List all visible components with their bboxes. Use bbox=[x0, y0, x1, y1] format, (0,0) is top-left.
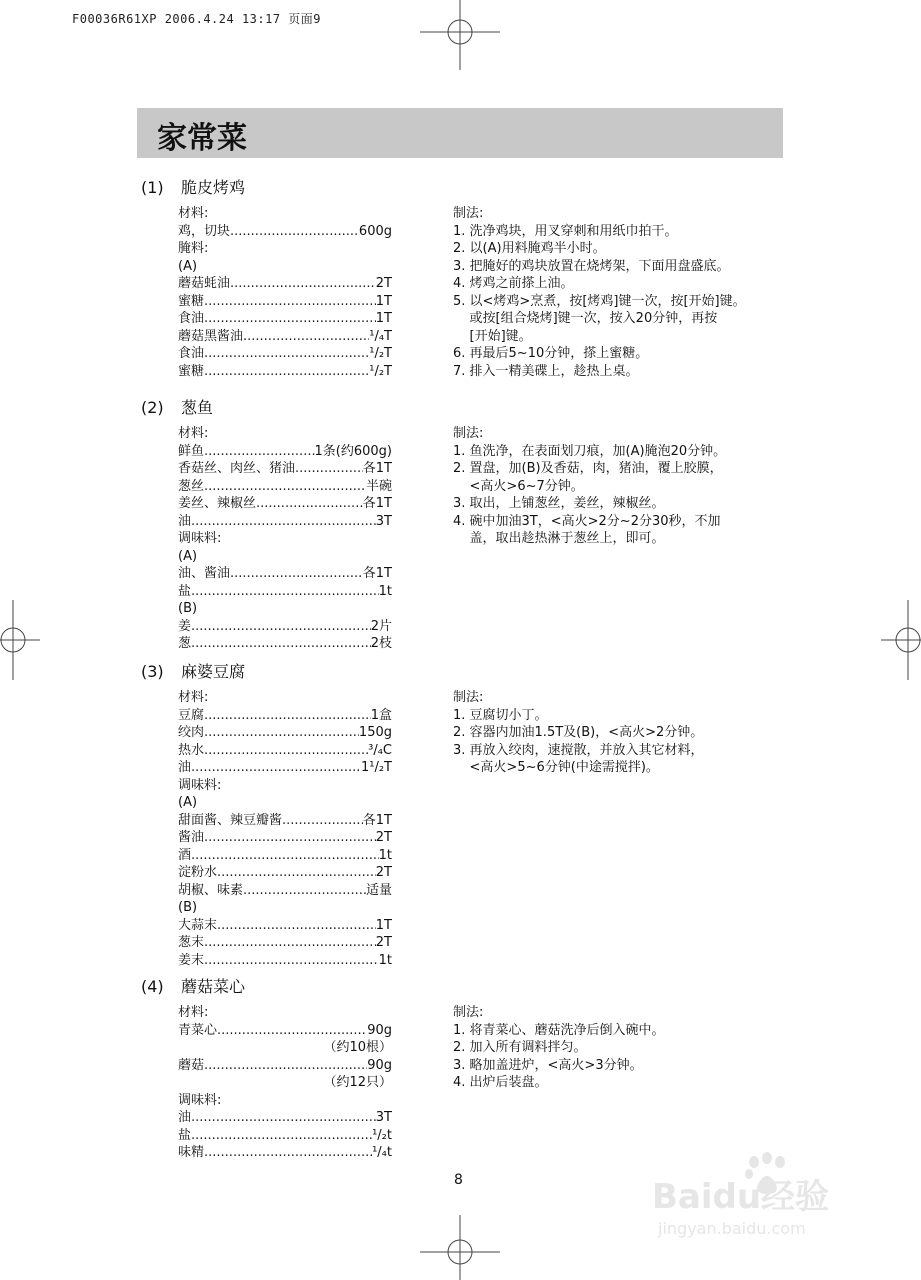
ingredient-name: 材料: bbox=[178, 690, 209, 705]
step-line: 3. 略加盖进炉，<高火>3分钟。 bbox=[453, 1057, 643, 1073]
ingredient-line bbox=[178, 293, 392, 311]
recipe-name: 脆皮烤鸡 bbox=[181, 178, 246, 197]
ingredient-quantity: 1¹/₂T bbox=[360, 760, 392, 775]
step-line: <高火>6~7分钟。 bbox=[453, 478, 584, 494]
ingredient-line bbox=[178, 310, 392, 328]
ingredient-line bbox=[178, 425, 392, 443]
ingredient-quantity: ¹/₂T bbox=[369, 346, 392, 361]
ingredient-line bbox=[178, 205, 392, 223]
ingredient-name: 葱丝 bbox=[178, 478, 205, 494]
ingredient-name: 调味料: bbox=[178, 1092, 222, 1108]
ingredient-quantity: 2T bbox=[375, 865, 392, 880]
ingredients-list bbox=[178, 1004, 392, 1162]
steps-list bbox=[453, 205, 783, 380]
ingredient-name: 葱末 bbox=[178, 935, 205, 950]
ingredient-line bbox=[178, 460, 392, 478]
recipe-number: (3) bbox=[141, 662, 164, 681]
recipe-title bbox=[141, 395, 213, 418]
ingredient-line bbox=[178, 478, 392, 496]
steps-heading: 制法: bbox=[453, 1005, 484, 1020]
ingredient-name: 酱油 bbox=[178, 830, 205, 845]
ingredient-line bbox=[178, 812, 392, 830]
ingredient-name: 热水 bbox=[178, 742, 205, 758]
ingredient-name: 蜜糖 bbox=[178, 363, 205, 379]
ingredient-line bbox=[178, 1074, 392, 1092]
registration-mark-right bbox=[881, 600, 921, 680]
ingredient-line bbox=[178, 847, 392, 865]
dot-leader bbox=[204, 934, 376, 952]
ingredients-list bbox=[178, 205, 392, 380]
ingredient-line bbox=[178, 345, 392, 363]
recipe-title bbox=[141, 974, 245, 997]
ingredient-line bbox=[178, 952, 392, 970]
ingredient-name: 鲜鱼 bbox=[178, 443, 205, 459]
ingredient-note: （约12只） bbox=[323, 1075, 392, 1090]
ingredient-quantity: 600g bbox=[358, 223, 392, 239]
ingredient-name: 香菇丝、肉丝、猪油 bbox=[178, 461, 296, 476]
ingredient-name: (A) bbox=[178, 795, 198, 810]
registration-mark-top bbox=[420, 0, 500, 70]
ingredient-quantity: ¹/₄t bbox=[372, 1145, 392, 1160]
ingredient-name: 蘑菇 bbox=[178, 1057, 205, 1073]
ingredient-line bbox=[178, 759, 392, 777]
recipe-title bbox=[141, 175, 245, 198]
ingredient-name: (A) bbox=[178, 258, 198, 274]
ingredient-name: 调味料: bbox=[178, 777, 222, 793]
ingredient-line bbox=[178, 275, 392, 293]
ingredient-name: 大蒜末 bbox=[178, 917, 218, 933]
dot-leader bbox=[256, 495, 363, 513]
step-line: [开始]键。 bbox=[453, 328, 532, 344]
ingredient-line bbox=[178, 240, 392, 258]
dot-leader bbox=[217, 1022, 367, 1040]
ingredient-name: 胡椒、味素 bbox=[178, 882, 244, 898]
steps-list bbox=[453, 425, 783, 548]
ingredient-quantity: ³/₄C bbox=[368, 742, 392, 758]
ingredient-quantity: 150g bbox=[358, 725, 392, 740]
ingredient-name: 青菜心 bbox=[178, 1022, 218, 1038]
dot-leader bbox=[204, 478, 366, 496]
ingredient-name: 食油 bbox=[178, 311, 205, 326]
ingredient-quantity: 3T bbox=[375, 1110, 392, 1125]
ingredient-line bbox=[178, 882, 392, 900]
dot-leader bbox=[243, 328, 369, 346]
dot-leader bbox=[217, 917, 376, 935]
dot-leader bbox=[191, 1109, 376, 1127]
ingredient-line bbox=[178, 864, 392, 882]
ingredient-line bbox=[178, 1057, 392, 1075]
steps-heading: 制法: bbox=[453, 426, 484, 441]
step-line: <高火>5~6分钟(中途需搅拌)。 bbox=[453, 760, 659, 775]
ingredients-list bbox=[178, 689, 392, 969]
step-line: 7. 排入一精美碟上，趁热上桌。 bbox=[453, 363, 639, 379]
ingredient-line bbox=[178, 917, 392, 935]
ingredient-quantity: 3T bbox=[375, 513, 392, 529]
step-line: 2. 置盘，加(B)及香菇，肉，猪油，覆上胶膜， bbox=[453, 461, 723, 476]
ingredient-quantity: 1T bbox=[375, 293, 392, 309]
recipe-number: (2) bbox=[141, 398, 164, 417]
ingredient-line bbox=[178, 899, 392, 917]
registration-mark-bottom bbox=[420, 1215, 500, 1280]
ingredient-quantity: 2T bbox=[375, 830, 392, 845]
step-line: 2. 以(A)用料腌鸡半小时。 bbox=[453, 241, 606, 256]
step-line: 1. 洗净鸡块，用叉穿刺和用纸巾拍干。 bbox=[453, 223, 678, 239]
baidu-watermark bbox=[650, 1150, 870, 1245]
recipe-number: (1) bbox=[141, 178, 164, 197]
step-line: 1. 鱼洗净，在表面划刀痕，加(A)腌泡20分钟。 bbox=[453, 443, 727, 459]
ingredient-line bbox=[178, 689, 392, 707]
ingredient-name: 油 bbox=[178, 760, 192, 775]
ingredient-quantity: 1盒 bbox=[370, 707, 392, 723]
dot-leader bbox=[204, 707, 371, 725]
steps-heading: 制法: bbox=[453, 690, 484, 705]
ingredient-quantity: 90g bbox=[367, 1057, 392, 1073]
steps-list bbox=[453, 1004, 783, 1092]
ingredient-name: 腌料: bbox=[178, 241, 209, 256]
ingredient-name: 蘑菇蚝油 bbox=[178, 276, 231, 291]
ingredient-line bbox=[178, 258, 392, 276]
ingredient-quantity: 半碗 bbox=[365, 478, 392, 494]
ingredient-name: (B) bbox=[178, 900, 198, 915]
ingredient-name: 姜末 bbox=[178, 952, 205, 968]
ingredient-name: 姜 bbox=[178, 618, 192, 634]
dot-leader bbox=[191, 1127, 372, 1145]
ingredient-line bbox=[178, 618, 392, 636]
registration-mark-left bbox=[0, 600, 40, 680]
dot-leader bbox=[191, 635, 371, 653]
ingredient-name: 材料: bbox=[178, 1005, 209, 1020]
step-line: 或按[组合烧烤]键一次，按入20分钟，再按 bbox=[453, 311, 718, 326]
ingredient-quantity: 1t bbox=[378, 952, 392, 968]
dot-leader bbox=[204, 293, 376, 311]
ingredient-name: (A) bbox=[178, 548, 198, 564]
page-number: 8 bbox=[454, 1172, 463, 1188]
dot-leader bbox=[243, 882, 366, 900]
ingredient-name: 姜丝、辣椒丝 bbox=[178, 496, 257, 511]
dot-leader bbox=[217, 864, 376, 882]
ingredient-line bbox=[178, 1109, 392, 1127]
dot-leader bbox=[204, 363, 369, 381]
dot-leader bbox=[204, 742, 368, 760]
dot-leader bbox=[204, 1144, 372, 1162]
ingredient-line bbox=[178, 1127, 392, 1145]
ingredient-name: 绞肉 bbox=[178, 725, 205, 740]
ingredient-name: 油 bbox=[178, 1110, 192, 1125]
ingredient-quantity: 2T bbox=[375, 276, 392, 291]
ingredient-line bbox=[178, 1092, 392, 1110]
watermark-brand: Baidu经验 bbox=[652, 1177, 830, 1217]
ingredient-name: 油 bbox=[178, 513, 192, 529]
ingredient-quantity: ¹/₄T bbox=[369, 328, 392, 344]
ingredient-name: 蘑菇黑酱油 bbox=[178, 328, 244, 344]
steps-heading: 制法: bbox=[453, 206, 484, 221]
print-header: F00036R61XP 2006.4.24 13:17 页面9 bbox=[72, 12, 322, 26]
step-line: 2. 加入所有调料拌匀。 bbox=[453, 1040, 587, 1055]
ingredient-line bbox=[178, 530, 392, 548]
recipe-title bbox=[141, 659, 245, 682]
ingredient-name: 甜面酱、辣豆瓣酱 bbox=[178, 812, 283, 828]
dot-leader bbox=[230, 223, 359, 241]
ingredient-name: 盐 bbox=[178, 583, 192, 599]
ingredient-line bbox=[178, 495, 392, 513]
ingredient-line bbox=[178, 328, 392, 346]
ingredient-name: 蜜糖 bbox=[178, 293, 205, 309]
ingredient-name: 鸡，切块 bbox=[178, 223, 231, 239]
ingredients-list bbox=[178, 425, 392, 653]
ingredient-line bbox=[178, 1144, 392, 1162]
ingredient-quantity: 90g bbox=[367, 1022, 392, 1038]
ingredient-name: 淀粉水 bbox=[178, 865, 218, 880]
ingredient-line bbox=[178, 600, 392, 618]
step-line: 1. 豆腐切小丁。 bbox=[453, 707, 548, 723]
ingredient-quantity: 1T bbox=[375, 917, 392, 933]
ingredient-line bbox=[178, 513, 392, 531]
ingredient-line bbox=[178, 223, 392, 241]
ingredient-quantity: 各1T bbox=[362, 461, 392, 476]
ingredient-line bbox=[178, 934, 392, 952]
ingredient-quantity: 1条(约600g) bbox=[314, 443, 392, 459]
ingredient-line bbox=[178, 548, 392, 566]
ingredient-line bbox=[178, 724, 392, 742]
dot-leader bbox=[191, 759, 361, 777]
step-line: 3. 取出，上铺葱丝，姜丝，辣椒丝。 bbox=[453, 496, 665, 511]
ingredient-name: 味精 bbox=[178, 1145, 205, 1160]
recipe-name: 蘑菇菜心 bbox=[181, 977, 246, 996]
step-line: 3. 把腌好的鸡块放置在烧烤架，下面用盘盛底。 bbox=[453, 258, 730, 274]
ingredient-line bbox=[178, 1039, 392, 1057]
dot-leader bbox=[295, 460, 363, 478]
ingredient-quantity: 1t bbox=[378, 583, 392, 599]
dot-leader bbox=[191, 513, 376, 531]
ingredient-name: 盐 bbox=[178, 1127, 192, 1143]
recipe-name: 葱鱼 bbox=[181, 398, 214, 417]
step-line: 3. 再放入绞肉，速搅散，并放入其它材料， bbox=[453, 742, 704, 758]
ingredient-name: (B) bbox=[178, 601, 198, 616]
ingredient-note: （约10根） bbox=[323, 1040, 392, 1055]
dot-leader bbox=[191, 583, 379, 601]
ingredient-line bbox=[178, 794, 392, 812]
dot-leader bbox=[191, 618, 371, 636]
dot-leader bbox=[230, 565, 363, 583]
step-line: 1. 将青菜心、蘑菇洗净后倒入碗中。 bbox=[453, 1022, 665, 1038]
ingredient-quantity: 各1T bbox=[362, 496, 392, 511]
dot-leader bbox=[282, 812, 363, 830]
step-line: 4. 碗中加油3T，<高火>2分~2分30秒，不加 bbox=[453, 513, 721, 529]
ingredient-line bbox=[178, 363, 392, 381]
dot-leader bbox=[191, 847, 379, 865]
step-line: 盖，取出趁热淋于葱丝上，即可。 bbox=[453, 531, 665, 546]
ingredient-quantity: 2片 bbox=[370, 618, 392, 634]
ingredient-line bbox=[178, 1004, 392, 1022]
ingredient-name: 葱 bbox=[178, 636, 192, 651]
ingredient-quantity: 1t bbox=[378, 847, 392, 863]
dot-leader bbox=[230, 275, 376, 293]
dot-leader bbox=[204, 345, 369, 363]
step-line: 4. 烤鸡之前搽上油。 bbox=[453, 276, 574, 291]
dot-leader bbox=[204, 310, 376, 328]
ingredient-quantity: 适量 bbox=[365, 882, 392, 898]
ingredient-quantity: 各1T bbox=[362, 812, 392, 828]
watermark-url: jingyan.baidu.com bbox=[658, 1219, 806, 1238]
dot-leader bbox=[204, 1057, 367, 1075]
recipe-name: 麻婆豆腐 bbox=[181, 662, 246, 681]
ingredient-quantity: 1T bbox=[375, 311, 392, 326]
dot-leader bbox=[204, 724, 359, 742]
ingredient-quantity: 各1T bbox=[362, 566, 392, 581]
ingredient-line bbox=[178, 707, 392, 725]
ingredient-line bbox=[178, 565, 392, 583]
ingredient-quantity: ¹/₂T bbox=[369, 363, 392, 379]
ingredient-quantity: ¹/₂t bbox=[372, 1127, 392, 1143]
ingredient-line bbox=[178, 1022, 392, 1040]
dot-leader bbox=[204, 829, 376, 847]
ingredient-quantity: 2枝 bbox=[370, 636, 392, 651]
ingredient-line bbox=[178, 777, 392, 795]
page-title: 家常菜 bbox=[157, 121, 247, 156]
dot-leader bbox=[204, 952, 379, 970]
ingredient-name: 食油 bbox=[178, 346, 205, 361]
step-line: 4. 出炉后装盘。 bbox=[453, 1075, 548, 1090]
steps-list bbox=[453, 689, 783, 777]
section-title-bar bbox=[137, 108, 783, 158]
step-line: 6. 再最后5~10分钟，搽上蜜糖。 bbox=[453, 346, 649, 361]
ingredient-name: 材料: bbox=[178, 206, 209, 221]
recipe-number: (4) bbox=[141, 977, 164, 996]
step-line: 5. 以<烤鸡>烹煮，按[烤鸡]键一次，按[开始]键。 bbox=[453, 293, 746, 309]
ingredient-name: 酒 bbox=[178, 847, 192, 863]
ingredient-line bbox=[178, 443, 392, 461]
ingredient-line bbox=[178, 635, 392, 653]
step-line: 2. 容器内加油1.5T及(B)，<高火>2分钟。 bbox=[453, 725, 704, 740]
ingredient-line bbox=[178, 742, 392, 760]
ingredient-name: 材料: bbox=[178, 426, 209, 441]
ingredient-line bbox=[178, 583, 392, 601]
ingredient-name: 豆腐 bbox=[178, 707, 205, 723]
ingredient-name: 油、酱油 bbox=[178, 566, 231, 581]
ingredient-name: 调味料: bbox=[178, 531, 222, 546]
ingredient-line bbox=[178, 829, 392, 847]
ingredient-quantity: 2T bbox=[375, 935, 392, 950]
dot-leader bbox=[204, 443, 315, 461]
